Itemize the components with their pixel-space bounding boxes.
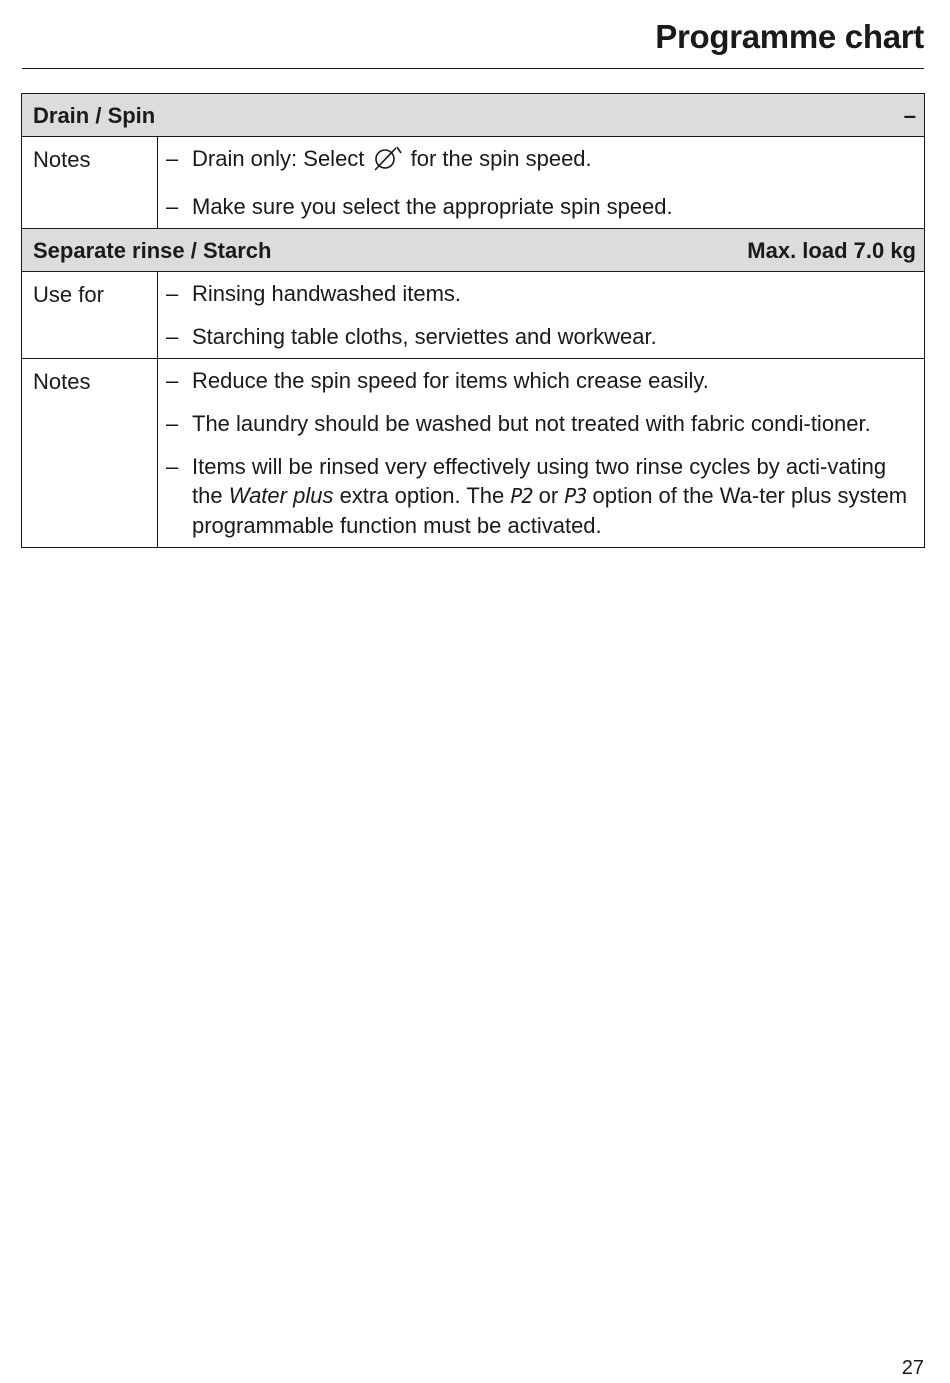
bullet-text [192,322,914,351]
text-segment: Items will be rinsed very effectively using two rinse cycles by acti-vating the [192,454,887,508]
bullet-dash: – [166,411,179,436]
title-divider [22,68,924,69]
programme-chart-table [21,93,925,548]
list-item [166,366,914,395]
bullet-text [192,192,914,221]
row-label: Notes [22,359,158,548]
bullet-dash: – [166,146,179,171]
text-segment: Make sure you select the appropriate spin speed. [192,194,673,219]
option-name: Water plus [228,483,334,508]
bullet-text [192,452,914,540]
bullet-dash: – [166,368,179,393]
row-content [158,137,925,229]
list-item [166,452,914,540]
bullet-text [192,366,914,395]
list-item [166,409,914,438]
list-item [166,144,914,178]
text-segment: Starching table cloths, serviettes and workwear. [192,324,657,349]
table-row [22,137,925,229]
page-title: Programme chart [655,18,924,55]
display-code: P2 [510,484,533,508]
table-row [22,272,925,359]
text-segment: for the spin speed. [404,146,592,171]
list-item [166,192,914,221]
bullet-text [192,279,914,308]
text-segment: Rinsing handwashed items. [192,281,462,306]
text-segment: or [532,483,565,508]
page-number: 27 [901,1357,924,1379]
row-label: Use for [22,272,158,359]
bullet-dash: – [166,324,179,349]
section-header-cell [22,94,925,137]
text-segment: option of the Wa-ter plus system programmable function must be activated. [192,483,908,538]
section-max-load: Max. load 7.0 kg [747,237,916,263]
table-row [22,359,925,548]
bullet-text [192,409,914,438]
bullet-dash: – [166,281,179,306]
display-code: P3 [564,484,587,508]
bullet-dash: – [166,454,179,479]
section-title: Drain / Spin [33,102,156,128]
bullet-dash: – [166,194,179,219]
text-segment: Reduce the spin speed for items which crease easily. [192,368,709,393]
text-segment: Drain only: Select [192,146,371,171]
list-item [166,279,914,308]
list-item [166,322,914,351]
no-spin-icon [373,145,403,178]
text-segment: extra option. The [333,483,511,508]
text-segment: The laundry should be washed but not treated with fabric condi-tioner. [192,411,871,436]
row-content [158,272,925,359]
section-header [22,94,925,137]
bullet-text [192,144,914,178]
row-label: Notes [22,137,158,229]
section-header [22,229,925,272]
section-max-load: – [903,102,916,128]
section-header-cell [22,229,925,272]
section-title: Separate rinse / Starch [33,237,272,263]
row-content [158,359,925,548]
